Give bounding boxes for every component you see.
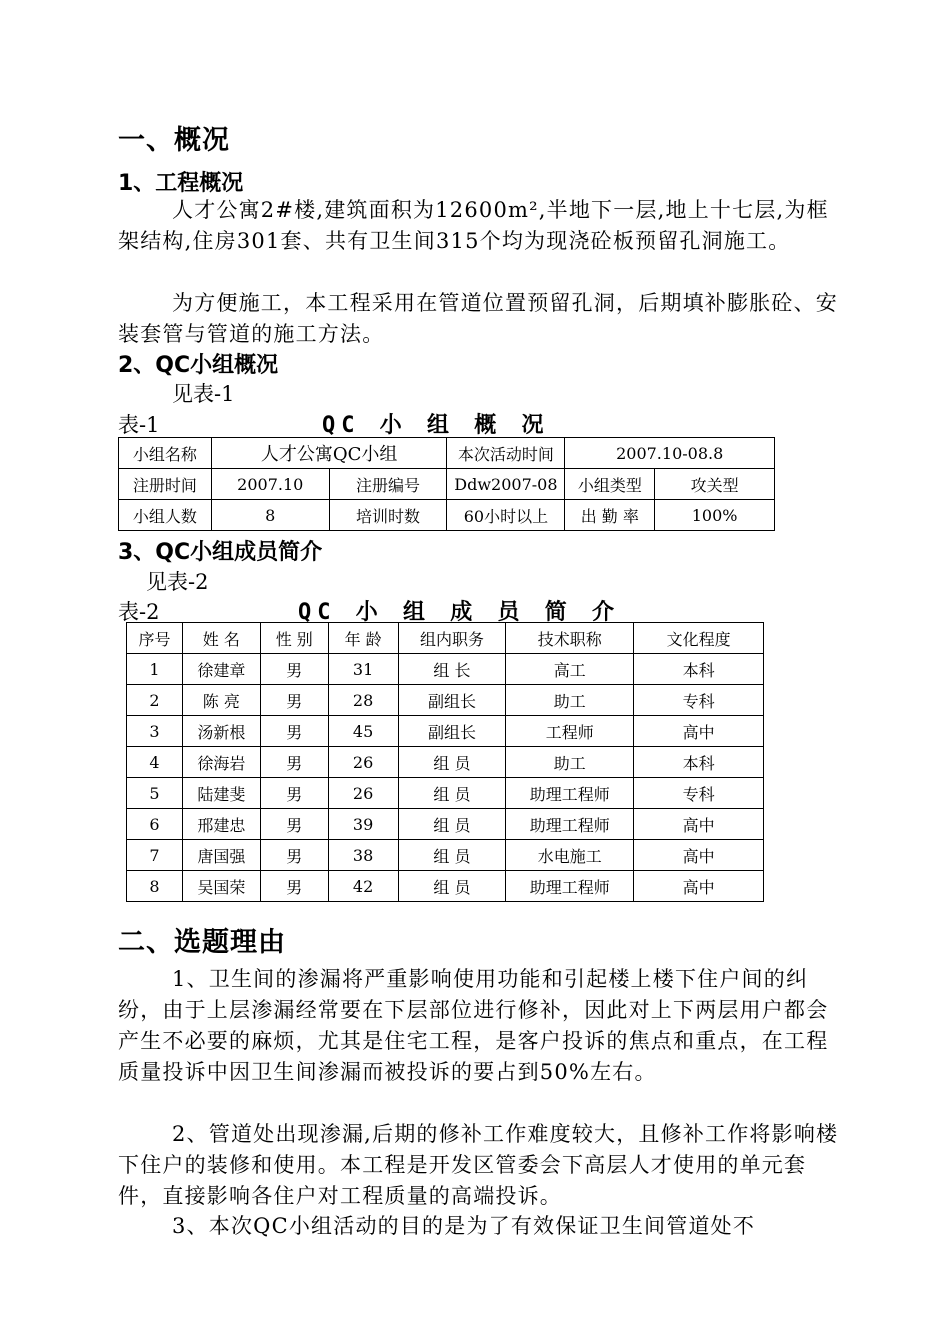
section-1-heading: 一、概况 — [118, 125, 230, 156]
table-cell: 男 — [260, 654, 328, 685]
table-cell: 高中 — [634, 809, 764, 840]
table-cell: 组 员 — [398, 747, 506, 778]
table-cell: 出 勤 率 — [565, 500, 655, 531]
project-overview-paragraph: 人才公寓2#楼,建筑面积为12600m²,半地下一层,地上十七层,为框架结构,住房301套、共有卫生间315个均为现浇砼板预留孔洞施工。 — [118, 198, 829, 253]
table-2-title: QC 小 组 成 员 简 介 — [298, 600, 620, 625]
table-cell: 组 长 — [398, 654, 506, 685]
table-cell: 邢建忠 — [182, 809, 260, 840]
table-cell: 28 — [328, 685, 398, 716]
table-cell: 31 — [328, 654, 398, 685]
column-header: 姓 名 — [182, 623, 260, 654]
table-row — [127, 840, 764, 871]
table-cell: 男 — [260, 809, 328, 840]
qc-members-table — [126, 622, 764, 902]
subsection-1-heading: 1、工程概况 — [118, 171, 244, 196]
table-cell: 2007.10 — [211, 469, 329, 500]
table-cell: 男 — [260, 871, 328, 902]
table-cell: 注册编号 — [329, 469, 447, 500]
table-cell: 陆建斐 — [182, 778, 260, 809]
table-cell: 小组名称 — [119, 438, 212, 469]
column-header: 文化程度 — [634, 623, 764, 654]
table-cell: 陈 亮 — [182, 685, 260, 716]
reason-2-paragraph: 2、管道处出现渗漏,后期的修补工作难度较大，且修补工作将影响楼下住户的装修和使用。本工程是开发区管委会下高层人才使用的单元套件，直接影响各住户对工程质量的高端投诉。 — [118, 1122, 839, 1208]
table-cell: 助工 — [506, 685, 634, 716]
table-row — [127, 871, 764, 902]
table-row — [127, 654, 764, 685]
table-cell: 组 员 — [398, 778, 506, 809]
table-cell: 5 — [127, 778, 183, 809]
table-cell: 男 — [260, 716, 328, 747]
table-cell: 组 员 — [398, 809, 506, 840]
table-1-label: 表-1 — [118, 413, 160, 437]
table-cell: 攻关型 — [655, 469, 775, 500]
table-cell: 副组长 — [398, 685, 506, 716]
table-cell: 唐国强 — [182, 840, 260, 871]
table-cell: 2007.10-08.8 — [565, 438, 775, 469]
table-row — [119, 469, 775, 500]
table-cell: 42 — [328, 871, 398, 902]
table-cell: 7 — [127, 840, 183, 871]
table-cell: 2 — [127, 685, 183, 716]
table-cell: 男 — [260, 747, 328, 778]
table-cell: 高中 — [634, 840, 764, 871]
table-row — [127, 747, 764, 778]
table-cell: 组 员 — [398, 840, 506, 871]
table-cell: 男 — [260, 685, 328, 716]
table-cell: 8 — [127, 871, 183, 902]
subsection-3-heading: 3、QC小组成员简介 — [118, 540, 323, 565]
table-cell: 本科 — [634, 654, 764, 685]
table-cell: 8 — [211, 500, 329, 531]
table-cell: 培训时数 — [329, 500, 447, 531]
reason-1-paragraph: 1、卫生间的渗漏将严重影响使用功能和引起楼上楼下住户间的纠纷，由于上层渗漏经常要在下层部位进行修补，因此对上下两层用户都会产生不必要的麻烦，尤其是住宅工程，是客户投诉的焦点和重点，在工程质量投诉中因卫生间渗漏而被投诉的要占到50%左右。 — [118, 967, 829, 1084]
table-row — [127, 716, 764, 747]
table-row — [119, 500, 775, 531]
column-header: 组内职务 — [398, 623, 506, 654]
qc-group-overview-table — [118, 437, 775, 531]
table-row — [127, 685, 764, 716]
table-cell: 助理工程师 — [506, 809, 634, 840]
column-header: 技术职称 — [506, 623, 634, 654]
section-2-heading: 二、选题理由 — [118, 927, 286, 958]
table-cell: Ddw2007-08 — [447, 469, 565, 500]
table-cell: 徐海岩 — [182, 747, 260, 778]
table-row — [127, 809, 764, 840]
table-cell: 高中 — [634, 871, 764, 902]
table-cell: 26 — [328, 747, 398, 778]
column-header: 年 龄 — [328, 623, 398, 654]
table-cell: 39 — [328, 809, 398, 840]
table-cell: 专科 — [634, 685, 764, 716]
table-cell: 45 — [328, 716, 398, 747]
table-cell: 吴国荣 — [182, 871, 260, 902]
table-cell: 38 — [328, 840, 398, 871]
table-cell: 1 — [127, 654, 183, 685]
construction-method-paragraph: 为方便施工，本工程采用在管道位置预留孔洞，后期填补膨胀砼、安装套管与管道的施工方法。 — [118, 291, 838, 346]
table-row — [127, 778, 764, 809]
column-header: 性 别 — [260, 623, 328, 654]
table-row — [119, 438, 775, 469]
table-cell: 助理工程师 — [506, 871, 634, 902]
see-table-1-note: 见表-1 — [172, 382, 235, 406]
table-header-row — [127, 623, 764, 654]
table-cell: 注册时间 — [119, 469, 212, 500]
table-cell: 专科 — [634, 778, 764, 809]
table-1-title: QC 小 组 概 况 — [322, 413, 550, 438]
table-cell: 小组类型 — [565, 469, 655, 500]
table-cell: 人才公寓QC小组 — [211, 438, 447, 469]
column-header: 序号 — [127, 623, 183, 654]
table-cell: 男 — [260, 778, 328, 809]
table-cell: 小组人数 — [119, 500, 212, 531]
table-cell: 汤新根 — [182, 716, 260, 747]
subsection-2-heading: 2、QC小组概况 — [118, 353, 279, 378]
table-cell: 60小时以上 — [447, 500, 565, 531]
table-cell: 高工 — [506, 654, 634, 685]
table-cell: 3 — [127, 716, 183, 747]
see-table-2-note: 见表-2 — [146, 570, 209, 594]
table-cell: 4 — [127, 747, 183, 778]
table-cell: 助理工程师 — [506, 778, 634, 809]
table-cell: 助工 — [506, 747, 634, 778]
table-cell: 工程师 — [506, 716, 634, 747]
table-2-label: 表-2 — [118, 600, 160, 624]
table-cell: 26 — [328, 778, 398, 809]
table-cell: 男 — [260, 840, 328, 871]
reason-3-paragraph: 3、本次QC小组活动的目的是为了有效保证卫生间管道处不 — [172, 1214, 756, 1238]
table-cell: 水电施工 — [506, 840, 634, 871]
table-cell: 本科 — [634, 747, 764, 778]
table-cell: 副组长 — [398, 716, 506, 747]
table-cell: 组 员 — [398, 871, 506, 902]
table-cell: 高中 — [634, 716, 764, 747]
table-cell: 100% — [655, 500, 775, 531]
table-cell: 徐建章 — [182, 654, 260, 685]
table-cell: 6 — [127, 809, 183, 840]
table-cell: 本次活动时间 — [447, 438, 565, 469]
